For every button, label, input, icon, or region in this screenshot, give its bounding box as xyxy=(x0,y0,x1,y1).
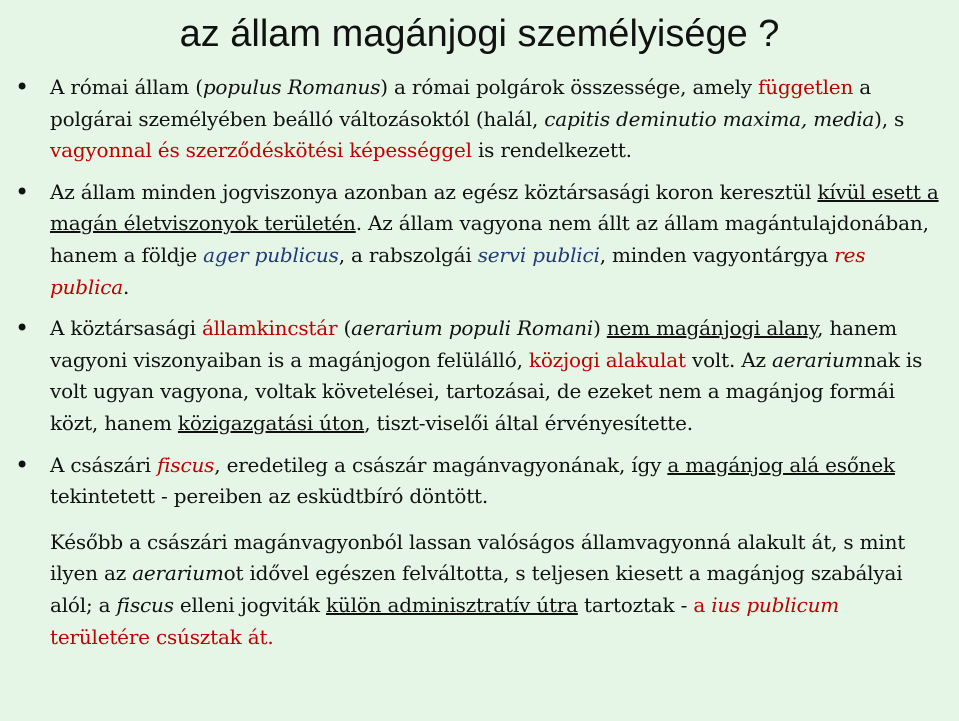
text: ( xyxy=(337,316,352,341)
latin-term: aerarium populi Romani xyxy=(351,316,594,341)
latin-term-red: ius publicum xyxy=(711,592,840,617)
text: volt. Az xyxy=(685,347,772,372)
slide-content xyxy=(15,72,945,663)
text: , hanem vagyoni viszonyaiban is a magánjogon felülálló, xyxy=(50,316,897,372)
underlined-text: közigazgatási úton xyxy=(177,410,365,435)
bullet-item-1 xyxy=(15,72,945,167)
text: Később a császári magánvagyonból lassan valóságos államvagyonná alakult át, s mint ilyen az xyxy=(50,529,906,586)
highlight-red: területére csúsztak át. xyxy=(50,624,274,649)
text: nak is volt ugyan vagyona, voltak követelései, tartozásai, de ezeket nem a magánjog formái közt, hanem xyxy=(50,347,923,435)
text: A császári xyxy=(50,452,158,477)
text: ), s xyxy=(874,106,905,131)
text: , minden vagyontárgya xyxy=(599,242,835,267)
bullet-dot-icon: • xyxy=(15,314,29,343)
latin-term-red: res publica xyxy=(50,242,866,299)
text: A római állam ( xyxy=(50,75,203,99)
text: ot idővel egészen felváltotta, s teljesen kiesett a magánjog szabályai alól; a xyxy=(50,561,903,617)
underlined-text: kívül esett a magán életviszonyok területén xyxy=(50,179,939,236)
text: A köztársasági xyxy=(50,316,202,341)
bullet-dot-icon: • xyxy=(15,450,29,479)
slide-title: az állam magánjogi személyisége ? xyxy=(179,13,780,55)
bullet-dot-icon: • xyxy=(15,73,29,101)
bullet-item-2 xyxy=(15,177,945,303)
latin-term: capitis deminutio maxima, media xyxy=(544,106,875,131)
text: . xyxy=(123,274,130,299)
text: ) a római polgárok összessége, amely xyxy=(380,75,759,99)
latin-term: aerarium xyxy=(772,347,864,372)
text: is rendelkezett. xyxy=(471,138,632,163)
highlight-red: államkincstár xyxy=(201,316,338,341)
text: tartoztak - xyxy=(577,592,694,617)
latin-term: ager publicus xyxy=(203,242,339,267)
text: ) xyxy=(593,316,607,341)
text: , tiszt-viselői által érvényesítette. xyxy=(364,410,693,435)
highlight-red: vagyonnal és szerződéskötési képességgel xyxy=(50,138,472,163)
text: a polgárai személyében beálló változásoktól (halál, xyxy=(50,75,872,131)
highlight-red: a xyxy=(693,592,712,617)
bullet-item-4 xyxy=(15,450,945,513)
bullet-item-3 xyxy=(15,313,945,439)
latin-term: fiscus xyxy=(116,592,174,617)
latin-term: servi publici xyxy=(477,242,600,267)
underlined-text: külön adminisztratív útra xyxy=(326,592,578,617)
text: Az állam minden jogviszonya azonban az egész köztársasági koron keresztül xyxy=(50,179,818,204)
text: , eredetileg a császár magánvagyonának, így xyxy=(214,452,668,477)
text: elleni jogviták xyxy=(173,592,327,617)
latin-term-red: fiscus xyxy=(157,452,215,477)
latin-term: populus Romanus xyxy=(202,75,381,99)
highlight-red: független xyxy=(758,75,854,99)
text: . Az állam vagyona nem állt az állam magántulajdonában, hanem a földje xyxy=(50,211,929,267)
paragraph-5 xyxy=(50,527,945,653)
text: , a rabszolgái xyxy=(338,242,478,267)
bullet-dot-icon: • xyxy=(15,177,29,206)
underlined-text: nem magánjogi alany xyxy=(606,316,818,341)
underlined-text: a magánjog alá esőnek xyxy=(667,452,895,477)
latin-term: aerarium xyxy=(132,561,224,586)
text: tekintetett - pereiben az esküdtbíró döntött. xyxy=(50,484,489,509)
highlight-red: közjogi alakulat xyxy=(528,347,686,372)
